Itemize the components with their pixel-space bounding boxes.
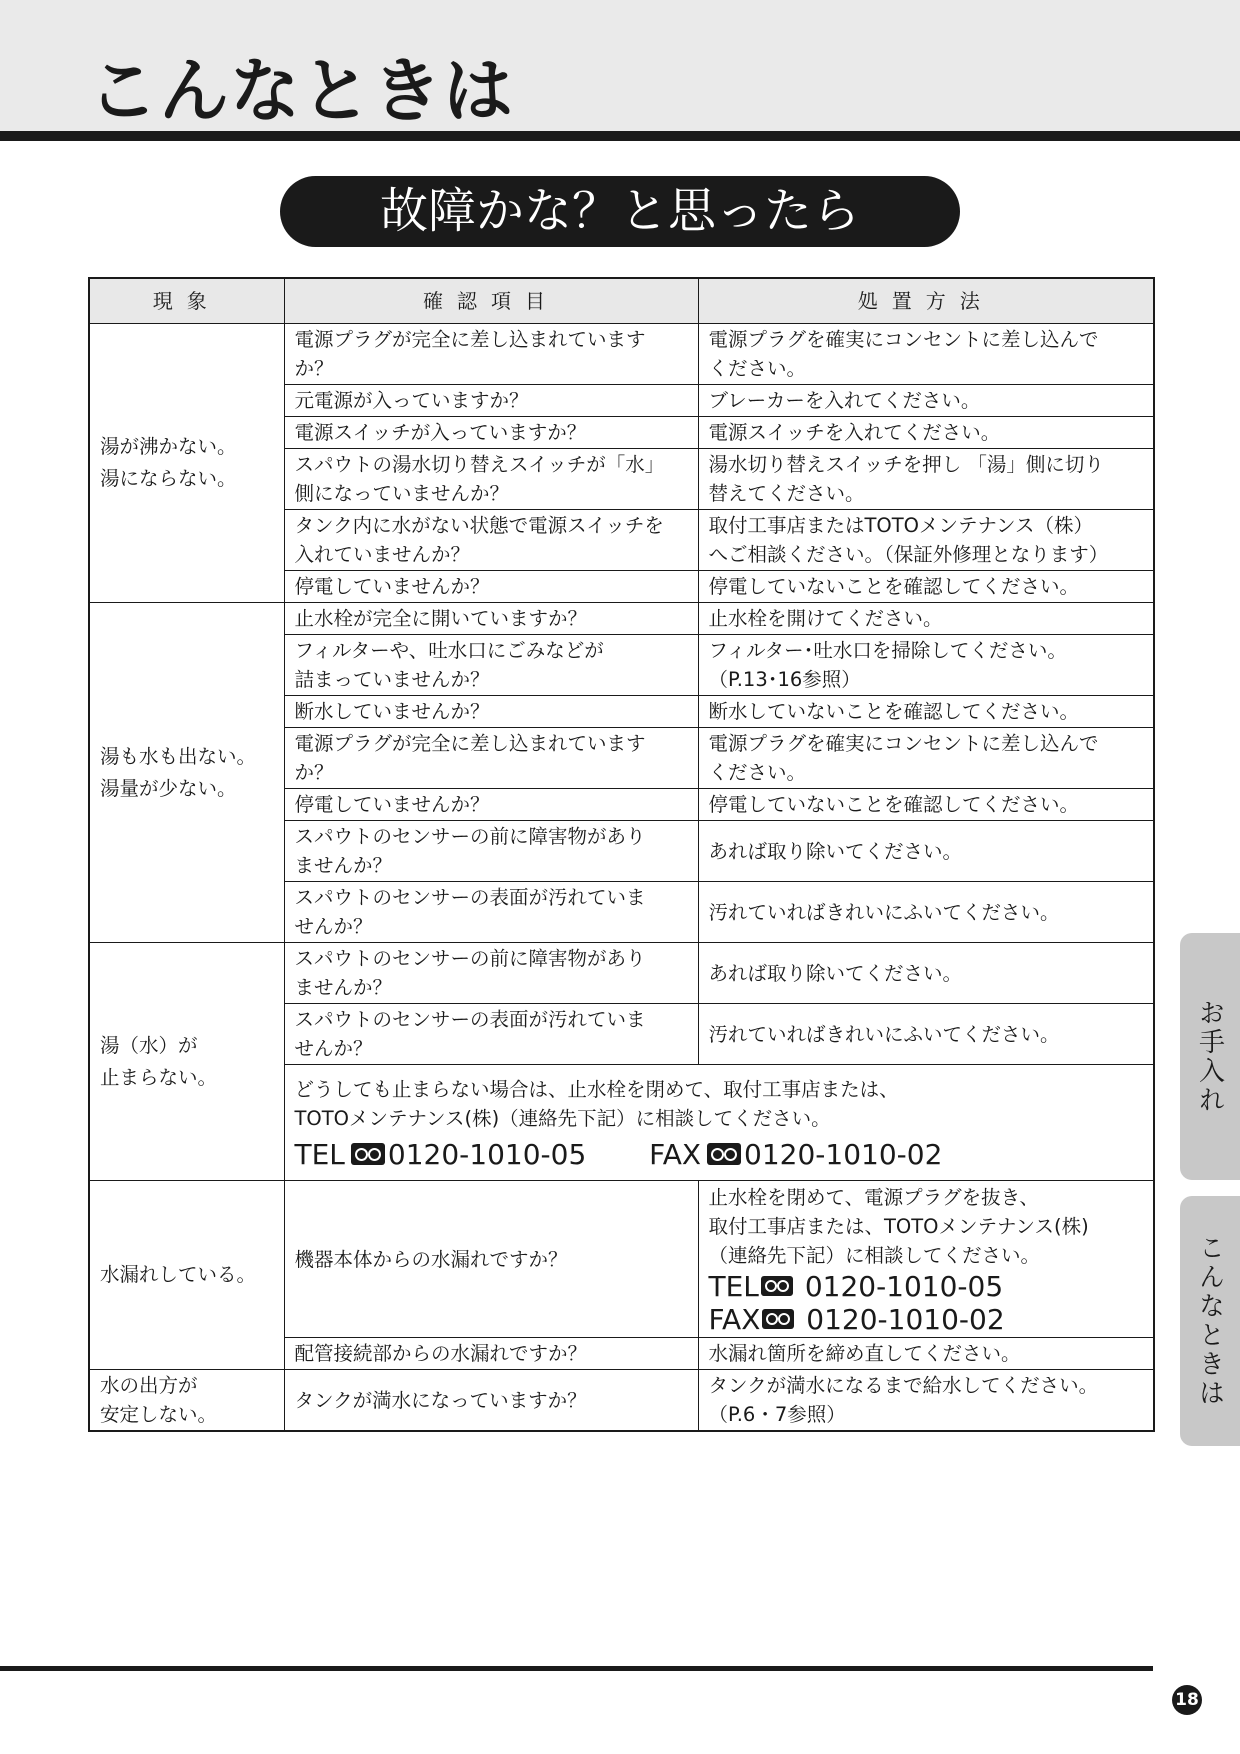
symptom-cell: 水の出方が 安定しない。: [89, 1370, 284, 1432]
troubleshooting-table: [88, 277, 1155, 1432]
table-row: [89, 1181, 1154, 1338]
symptom-cell: 湯が沸かない。 湯にならない。: [89, 324, 284, 603]
footer-rule: [0, 1666, 1153, 1671]
tel-number: 0120-1010-05: [804, 1269, 1004, 1303]
contact-numbers: [295, 1135, 1144, 1175]
action-cell: あれば取り除いてください。: [698, 821, 1154, 882]
leak-action-text: 止水栓を閉めて、電源プラグを抜き、 取付工事店または、TOTOメンテナンス(株) （連絡先下記）に相談してください。: [708, 1185, 1089, 1267]
leak-tel-line: [709, 1270, 1144, 1303]
check-cell: 元電源が入っていますか？: [284, 385, 698, 417]
check-cell: スパウトのセンサーの表面が汚れていま せんか？: [284, 882, 698, 943]
action-cell: 取付工事店またはTOTOメンテナンス（株） へご相談ください。（保証外修理となります）: [698, 510, 1154, 571]
tel-label: TEL: [294, 1138, 345, 1171]
check-cell: 停電していませんか？: [284, 571, 698, 603]
freedial-icon: [762, 1309, 794, 1329]
page-number: 18: [1172, 1685, 1202, 1715]
action-cell: 停電していないことを確認してください。: [698, 571, 1154, 603]
fax-number: 0120-1010-02: [806, 1302, 1005, 1336]
check-cell: スパウトのセンサーの前に障害物があり ませんか？: [284, 943, 698, 1004]
check-cell: 電源スイッチが入っていますか？: [284, 417, 698, 449]
tel-label: TEL: [708, 1269, 759, 1303]
check-cell: スパウトのセンサーの表面が汚れていま せんか？: [284, 1004, 698, 1065]
table-row: [89, 603, 1154, 635]
symptom-cell: 湯も水も出ない。 湯量が少ない。: [89, 603, 284, 943]
action-cell: 電源スイッチを入れてください。: [698, 417, 1154, 449]
header-action: 処置方法: [698, 278, 1154, 324]
header-check: 確認項目: [284, 278, 698, 324]
section-title-banner: 故障かな？と思ったら: [280, 176, 960, 247]
tel-number: 0120-1010-05: [387, 1138, 587, 1171]
side-tab-care[interactable]: [1180, 933, 1240, 1180]
fax-label: FAX: [708, 1302, 761, 1336]
contact-cell: [284, 1065, 1154, 1181]
check-cell: 止水栓が完全に開いていますか？: [284, 603, 698, 635]
side-tab-care-label: お手入れ: [1194, 998, 1225, 1115]
action-cell: タンクが満水になるまで給水してください。 （P.6・7参照）: [698, 1370, 1154, 1432]
freedial-icon: [351, 1143, 385, 1165]
freedial-icon: [761, 1276, 793, 1296]
action-cell: 電源プラグを確実にコンセントに差し込んで ください。: [698, 324, 1154, 385]
check-cell: 断水していませんか？: [284, 696, 698, 728]
side-tab-troubleshooting-label: こんなときは: [1194, 1234, 1225, 1408]
check-cell: タンクが満水になっていますか？: [284, 1370, 698, 1432]
check-cell: 電源プラグが完全に差し込まれています か？: [284, 728, 698, 789]
check-cell: 機器本体からの水漏れですか？: [284, 1181, 698, 1338]
freedial-icon: [707, 1143, 741, 1165]
side-tab-troubleshooting[interactable]: [1180, 1196, 1240, 1446]
table-header-row: [89, 278, 1154, 324]
table-row: [89, 943, 1154, 1004]
page-title: こんなときは: [88, 50, 514, 132]
check-cell: 停電していませんか？: [284, 789, 698, 821]
check-cell: スパウトのセンサーの前に障害物があり ませんか？: [284, 821, 698, 882]
action-cell: 断水していないことを確認してください。: [698, 696, 1154, 728]
action-cell: あれば取り除いてください。: [698, 943, 1154, 1004]
table-row: [89, 324, 1154, 385]
contact-note: どうしても止まらない場合は、止水栓を閉めて、取付工事店または、 TOTOメンテナンス(株)（連絡先下記）に相談してください。: [294, 1078, 899, 1130]
symptom-cell: 湯（水）が 止まらない。: [89, 943, 284, 1181]
action-cell: 水漏れ箇所を締め直してください。: [698, 1338, 1154, 1370]
fax-label: FAX: [649, 1138, 702, 1171]
header-symptom: 現象: [89, 278, 284, 324]
action-cell: 汚れていればきれいにふいてください。: [698, 1004, 1154, 1065]
check-cell: タンク内に水がない状態で電源スイッチを 入れていませんか？: [284, 510, 698, 571]
action-cell: 止水栓を開けてください。: [698, 603, 1154, 635]
table-row: [89, 1370, 1154, 1432]
action-cell: [698, 1181, 1154, 1338]
check-cell: スパウトの湯水切り替えスイッチが「水」 側になっていませんか？: [284, 449, 698, 510]
symptom-cell: 水漏れしている。: [89, 1181, 284, 1370]
action-cell: ブレーカーを入れてください。: [698, 385, 1154, 417]
action-cell: フィルター･吐水口を掃除してください。 （P.13･16参照）: [698, 635, 1154, 696]
fax-number: 0120-1010-02: [744, 1138, 943, 1171]
check-cell: 電源プラグが完全に差し込まれています か？: [284, 324, 698, 385]
action-cell: 電源プラグを確実にコンセントに差し込んで ください。: [698, 728, 1154, 789]
check-cell: 配管接続部からの水漏れですか？: [284, 1338, 698, 1370]
leak-fax-line: [709, 1303, 1144, 1336]
action-cell: 湯水切り替えスイッチを押し 「湯」側に切り 替えてください。: [698, 449, 1154, 510]
action-cell: 停電していないことを確認してください。: [698, 789, 1154, 821]
check-cell: フィルターや、吐水口にごみなどが 詰まっていませんか？: [284, 635, 698, 696]
action-cell: 汚れていればきれいにふいてください。: [698, 882, 1154, 943]
